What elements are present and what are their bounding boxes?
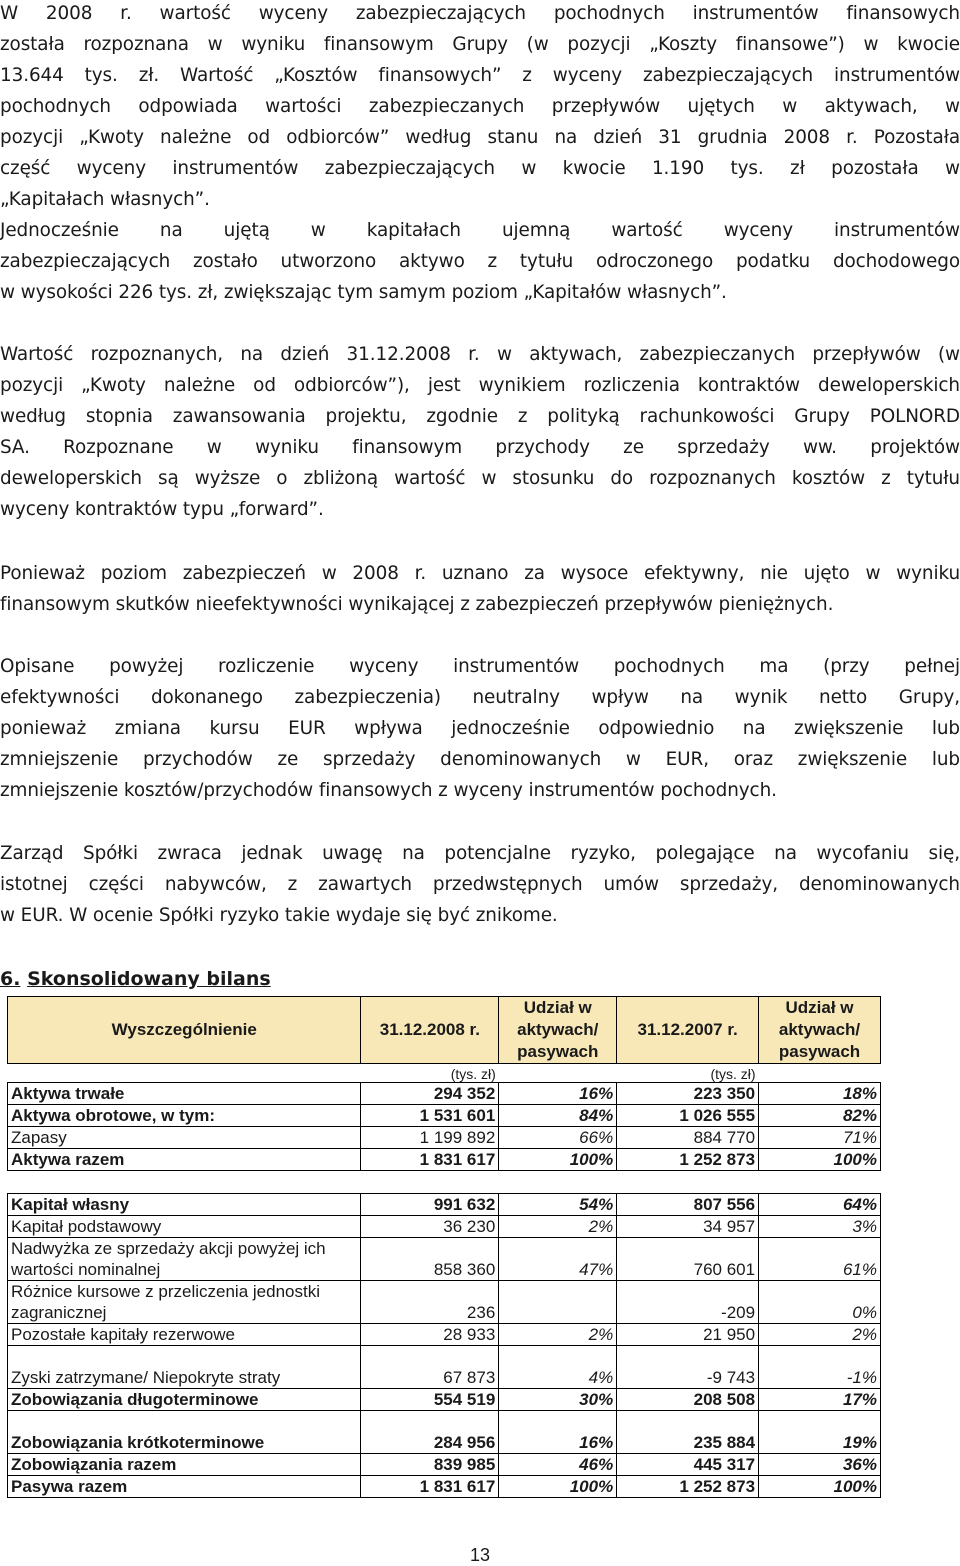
header-date-2007: 31.12.2007 r. [617, 997, 759, 1064]
share-2007: 3% [759, 1216, 881, 1238]
value-2008: 991 632 [361, 1194, 499, 1216]
value-2008: 294 352 [361, 1083, 499, 1105]
text-line: W 2008 r. wartość wyceny zabezpieczających pochodnych instrumentów finansowych [0, 3, 960, 24]
text-line: zabezpieczających zostało utworzono aktywo z tytułu odroczonego podatku dochodowego [0, 251, 960, 272]
text-line: została rozpoznana w wyniku finansowym Grupy (w pozycji „Koszty finansowe”) w kwocie [0, 34, 960, 55]
paragraph-neutral-impact [0, 651, 960, 806]
text-line: zmniejszenie przychodów ze sprzedaży denominowanych w EUR, oraz zwiększenie lub [0, 749, 960, 770]
value-2008: 28 933 [361, 1324, 499, 1346]
header-date-2008: 31.12.2008 r. [361, 997, 499, 1064]
value-2007: 21 950 [617, 1324, 759, 1346]
paragraph-effectiveness [0, 558, 960, 620]
table-row [8, 1476, 881, 1498]
text-line: istotnej części nabywców, z zawartych przedwstępnych umów sprzedaży, denominowanych [0, 874, 960, 895]
row-label: Aktywa obrotowe, w tym: [8, 1105, 361, 1127]
paragraph-risk-note [0, 838, 960, 931]
paragraph-recognized-flows [0, 339, 960, 525]
table-row [8, 1454, 881, 1476]
row-label: Zobowiązania krótkoterminowe [8, 1411, 361, 1454]
text-line: 13.644 tys. zł. Wartość „Kosztów finansowych” z wyceny zabezpieczających instrumentów [0, 65, 960, 86]
table-row [8, 1389, 881, 1411]
share-2007: 0% [759, 1281, 881, 1324]
row-label: Kapitał podstawowy [8, 1216, 361, 1238]
value-2007: 1 252 873 [617, 1149, 759, 1171]
text-line: Opisane powyżej rozliczenie wyceny instrumentów pochodnych ma (przy pełnej [0, 656, 960, 677]
table-row [8, 1194, 881, 1216]
value-2008: 36 230 [361, 1216, 499, 1238]
text-line: SA. Rozpoznane w wyniku finansowym przychody ze sprzedaży ww. projektów [0, 437, 960, 458]
row-label: Zobowiązania razem [8, 1454, 361, 1476]
row-label: Kapitał własny [8, 1194, 361, 1216]
share-2007: 2% [759, 1324, 881, 1346]
table-spacer-row [8, 1171, 881, 1194]
share-2008: 84% [499, 1105, 617, 1127]
value-2007: 223 350 [617, 1083, 759, 1105]
row-label: Nadwyżka ze sprzedaży akcji powyżej ich wartości nominalnej [8, 1238, 361, 1281]
table-row [8, 1281, 881, 1324]
header-share-2008: Udział w aktywach/ pasywach [499, 997, 617, 1064]
section-heading [0, 966, 271, 992]
value-2008: 1 831 617 [361, 1476, 499, 1498]
text-line: Zarząd Spółki zwraca jednak uwagę na potencjalne ryzyko, polegające na wycofaniu się, [0, 843, 960, 864]
share-2008: 100% [499, 1476, 617, 1498]
value-2007: 235 884 [617, 1411, 759, 1454]
row-label: Zobowiązania długoterminowe [8, 1389, 361, 1411]
row-label: Pasywa razem [8, 1476, 361, 1498]
value-2008: 236 [361, 1281, 499, 1324]
value-2008: 67 873 [361, 1346, 499, 1389]
value-2007: 760 601 [617, 1238, 759, 1281]
share-2008: 100% [499, 1149, 617, 1171]
value-2007: 34 957 [617, 1216, 759, 1238]
text-line: Wartość rozpoznanych, na dzień 31.12.2008 r. w aktywach, zabezpieczanych przepływów (w [0, 344, 960, 365]
share-2007: 36% [759, 1454, 881, 1476]
header-description: Wyszczególnienie [8, 997, 361, 1064]
share-2008: 2% [499, 1324, 617, 1346]
table-row [8, 1346, 881, 1389]
units-2007: (tys. zł) [710, 1066, 756, 1082]
share-2007: 82% [759, 1105, 881, 1127]
row-label: Zapasy [8, 1127, 361, 1149]
share-2007: 100% [759, 1149, 881, 1171]
value-2007: 1 252 873 [617, 1476, 759, 1498]
table-row [8, 1149, 881, 1171]
units-spacer [8, 1064, 361, 1083]
value-2008: 1 831 617 [361, 1149, 499, 1171]
text-line: „Kapitałach własnych”. [0, 189, 210, 210]
text-line: pochodnych odpowiada wartości zabezpieczanych przepływów ujętych w aktywach, w [0, 96, 960, 117]
share-2007: 18% [759, 1083, 881, 1105]
share-2007: -1% [759, 1346, 881, 1389]
text-line: według stopnia zawansowania projektu, zgodnie z polityką rachunkowości Grupy POLNORD [0, 406, 960, 427]
table-row [8, 1216, 881, 1238]
value-2008: 554 519 [361, 1389, 499, 1411]
value-2007: 884 770 [617, 1127, 759, 1149]
value-2007: 807 556 [617, 1194, 759, 1216]
text-line: finansowym skutków nieefektywności wynikającej z zabezpieczeń przepływów pieniężnych. [0, 594, 834, 615]
row-label: Aktywa razem [8, 1149, 361, 1171]
table-row [8, 1238, 881, 1281]
value-2008: 284 956 [361, 1411, 499, 1454]
share-2008: 54% [499, 1194, 617, 1216]
table-row [8, 1324, 881, 1346]
value-2008: 1 531 601 [361, 1105, 499, 1127]
text-line: ponieważ zmiana kursu EUR wpływa jednocześnie odpowiednio na zwiększenie lub [0, 718, 960, 739]
share-2007: 19% [759, 1411, 881, 1454]
share-2008: 46% [499, 1454, 617, 1476]
table-row [8, 1411, 881, 1454]
units-row [8, 1064, 881, 1083]
text-line: deweloperskich są wyższe o zbliżoną wartość w stosunku do rozpoznanych kosztów z tytułu [0, 468, 960, 489]
value-2007: 208 508 [617, 1389, 759, 1411]
share-2008: 16% [499, 1411, 617, 1454]
share-2007: 64% [759, 1194, 881, 1216]
paragraph-hedging-valuation [0, 0, 960, 215]
value-2008: 858 360 [361, 1238, 499, 1281]
share-2007: 100% [759, 1476, 881, 1498]
share-2008: 4% [499, 1346, 617, 1389]
units-spacer [759, 1064, 881, 1083]
text-line: część wyceny instrumentów zabezpieczających w kwocie 1.190 tys. zł pozostała w [0, 158, 960, 179]
row-label: Pozostałe kapitały rezerwowe [8, 1324, 361, 1346]
share-2008: 16% [499, 1083, 617, 1105]
value-2007: 1 026 555 [617, 1105, 759, 1127]
share-2008: 47% [499, 1238, 617, 1281]
share-2007: 17% [759, 1389, 881, 1411]
share-2007: 71% [759, 1127, 881, 1149]
text-line: w wysokości 226 tys. zł, zwiększając tym samym poziom „Kapitałów własnych”. [0, 282, 727, 303]
text-line: efektywności dokonanego zabezpieczenia) neutralny wpływ na wynik netto Grupy, [0, 687, 960, 708]
value-2008: 1 199 892 [361, 1127, 499, 1149]
units-spacer [499, 1064, 617, 1083]
share-2008: 66% [499, 1127, 617, 1149]
text-line: wyceny kontraktów typu „forward”. [0, 499, 324, 520]
section-title: Skonsolidowany bilans [27, 968, 271, 990]
row-label: Różnice kursowe z przeliczenia jednostki zagranicznej [8, 1281, 361, 1324]
row-label: Zyski zatrzymane/ Niepokryte straty [8, 1346, 361, 1389]
table-row [8, 1127, 881, 1149]
text-line: Ponieważ poziom zabezpieczeń w 2008 r. uznano za wysoce efektywny, nie ujęto w wyniku [0, 563, 960, 584]
text-line: pozycji „Kwoty należne od odbiorców” według stanu na dzień 31 grudnia 2008 r. Pozostała [0, 127, 960, 148]
header-share-2007: Udział w aktywach/ pasywach [759, 997, 881, 1064]
table-row [8, 1083, 881, 1105]
value-2007: -209 [617, 1281, 759, 1324]
share-2008: 30% [499, 1389, 617, 1411]
units-2008: (tys. zł) [450, 1066, 496, 1082]
text-line: Jednocześnie na ujętą w kapitałach ujemną wartość wyceny instrumentów [0, 220, 960, 241]
spacer-cell [8, 1171, 881, 1194]
text-line: zmniejszenie kosztów/przychodów finansowych z wyceny instrumentów pochodnych. [0, 780, 777, 801]
share-2007: 61% [759, 1238, 881, 1281]
section-number: 6. [0, 968, 21, 990]
share-2008 [499, 1281, 617, 1324]
share-2008: 2% [499, 1216, 617, 1238]
table-header-row [8, 997, 881, 1064]
table-row [8, 1105, 881, 1127]
value-2007: -9 743 [617, 1346, 759, 1389]
text-line: pozycji „Kwoty należne od odbiorców”), jest wynikiem rozliczenia kontraktów deweloperskich [0, 375, 960, 396]
row-label: Aktywa trwałe [8, 1083, 361, 1105]
paragraph-deferred-tax [0, 215, 960, 308]
page-number: 13 [469, 1545, 491, 1565]
value-2008: 839 985 [361, 1454, 499, 1476]
text-line: w EUR. W ocenie Spółki ryzyko takie wydaje się być znikome. [0, 905, 558, 926]
balance-sheet-table [7, 996, 881, 1498]
value-2007: 445 317 [617, 1454, 759, 1476]
